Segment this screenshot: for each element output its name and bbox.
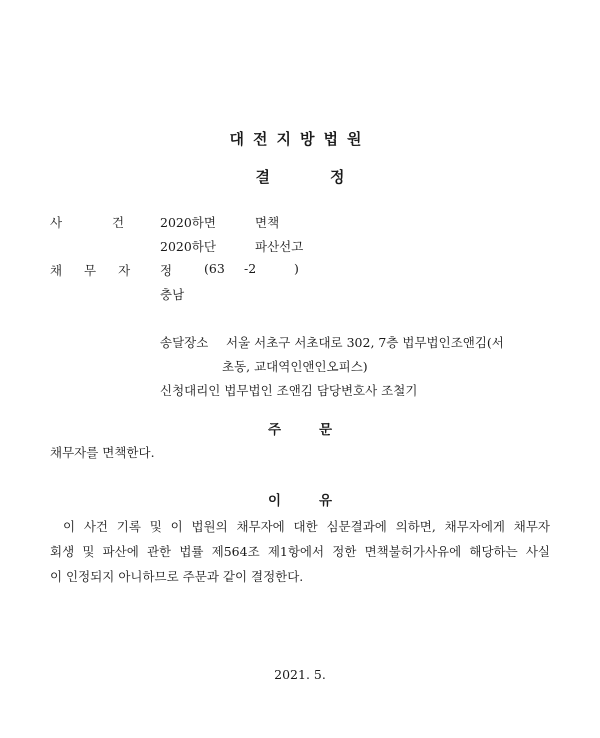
debtor-id-part: -2: [244, 261, 257, 276]
order-heading: 주문: [267, 422, 371, 438]
reason-line: 회생 및 파산에 관한 법률 제564조 제1항에서 정한 면책불허가사유에 해당하는 사실: [50, 544, 550, 559]
reason-line: 이 사건 기록 및 이 법원의 채무자에 대한 심문결과에 의하면, 채무자에게 채무자: [63, 519, 550, 534]
document-title: 결정: [255, 168, 405, 186]
service-address-line: 서울 서초구 서초대로 302, 7층 법무법인조앤김(서: [226, 335, 504, 350]
debtor-name: 정: [160, 263, 173, 278]
agent-info: 신청대리인 법무법인 조앤김 담당변호사 조철기: [160, 383, 418, 398]
debtor-label-char: 무: [84, 263, 97, 278]
case-number: 2020하면: [160, 215, 216, 230]
service-address-line: 초동, 교대역인앤인오피스): [222, 359, 368, 374]
order-text: 채무자를 면책한다.: [50, 445, 155, 460]
reason-line: 이 인정되지 아니하므로 주문과 같이 결정한다.: [50, 569, 304, 584]
case-label-char: 건: [112, 215, 125, 230]
debtor-address: 충남: [160, 287, 185, 302]
decision-date: 2021. 5.: [274, 667, 326, 682]
case-label: [50, 213, 124, 231]
court-name: 대전지방법원: [229, 130, 371, 148]
case-number: 2020하단: [160, 239, 216, 254]
debtor-label-char: 자: [118, 263, 131, 278]
case-type: 파산선고: [255, 239, 304, 254]
reason-heading: 이유: [267, 493, 371, 509]
debtor-id-part: (63: [204, 261, 225, 276]
reason-paragraph: [50, 514, 550, 589]
case-label-char: 사: [50, 215, 63, 230]
debtor-label-char: 채: [50, 263, 63, 278]
debtor-label: [50, 261, 130, 279]
service-label: 송달장소: [160, 335, 209, 350]
case-type: 면책: [255, 215, 280, 230]
debtor-id-part: ): [294, 261, 299, 276]
